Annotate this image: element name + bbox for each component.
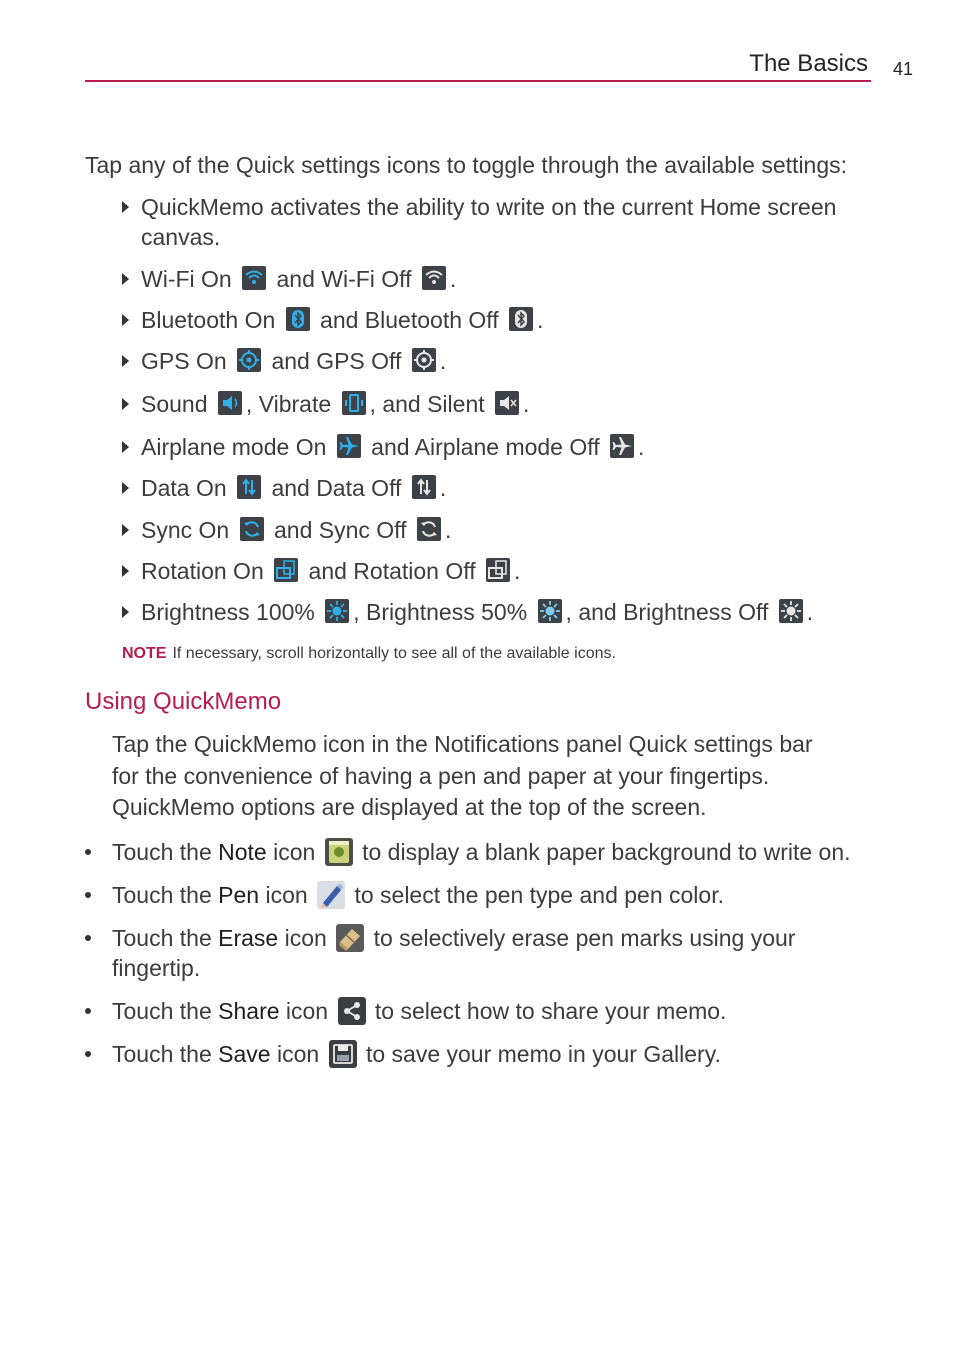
brightness-100-icon — [325, 599, 349, 623]
arrow-bullet-icon — [122, 314, 129, 326]
list-item-data: Data On and Data Off . — [120, 473, 880, 515]
list-item-sound: Sound , Vibrate , and Silent . — [120, 389, 880, 432]
bullet-dot-icon — [85, 1008, 91, 1014]
list-item-erase: Touch the Erase icon to selectively erase pen marks using your fingertip. — [85, 923, 885, 996]
brightness-off-icon — [779, 599, 803, 623]
quickmemo-options-list — [85, 837, 885, 1082]
quickmemo-paragraph: Tap the QuickMemo icon in the Notifications panel Quick settings bar for the convenience of having a pen and paper at your fingertips. QuickMemo options are displayed at the top of the screen. — [112, 731, 813, 820]
rotation-off-icon — [486, 558, 510, 582]
list-item-rotation: Rotation On and Rotation Off . — [120, 556, 880, 597]
arrow-bullet-icon — [122, 201, 129, 213]
silent-icon — [495, 391, 519, 415]
share-icon — [338, 997, 366, 1025]
list-item-save: Touch the Save icon to save your memo in your Gallery. — [85, 1039, 885, 1082]
arrow-bullet-icon — [122, 355, 129, 367]
gps-on-icon — [237, 348, 261, 372]
pen-icon — [317, 881, 345, 909]
sync-off-icon — [417, 517, 441, 541]
list-item-wifi: Wi-Fi On and Wi-Fi Off . — [120, 264, 880, 305]
bullet-dot-icon — [85, 892, 91, 898]
sync-on-icon — [240, 517, 264, 541]
page-number: 41 — [893, 59, 914, 79]
save-icon — [329, 1040, 357, 1068]
wifi-on-icon — [242, 266, 266, 290]
list-item-quickmemo: QuickMemo activates the ability to write on the current Home screen canvas. — [120, 192, 880, 264]
arrow-bullet-icon — [122, 482, 129, 494]
arrow-bullet-icon — [122, 398, 129, 410]
arrow-bullet-icon — [122, 565, 129, 577]
list-item-share: Touch the Share icon to select how to share your memo. — [85, 996, 885, 1039]
header-rule — [85, 80, 871, 82]
rotation-on-icon — [274, 558, 298, 582]
sound-icon — [218, 391, 242, 415]
note-icon — [325, 838, 353, 866]
brightness-50-icon — [538, 599, 562, 623]
arrow-bullet-icon — [122, 441, 129, 453]
bluetooth-off-icon — [509, 307, 533, 331]
arrow-bullet-icon — [122, 606, 129, 618]
intro-text: Tap any of the Quick settings icons to toggle through the available settings: — [85, 152, 848, 178]
list-item-pen: Touch the Pen icon to select the pen type and pen color. — [85, 880, 885, 923]
list-item-note: Touch the Note icon to display a blank paper background to write on. — [85, 837, 885, 880]
bullet-dot-icon — [85, 849, 91, 855]
note-label: NOTE — [122, 645, 167, 662]
gps-off-icon — [412, 348, 436, 372]
arrow-bullet-icon — [122, 273, 129, 285]
bullet-dot-icon — [85, 1051, 91, 1057]
wifi-off-icon — [422, 266, 446, 290]
list-item-brightness: Brightness 100% , Brightness 50% , and Brightness Off . — [120, 597, 880, 638]
list-item-gps: GPS On and GPS Off . — [120, 346, 880, 389]
quick-settings-list — [120, 192, 880, 638]
header-title: The Basics — [749, 50, 868, 77]
section-title: Using QuickMemo — [85, 688, 282, 715]
airplane-off-icon — [610, 434, 634, 458]
airplane-on-icon — [337, 434, 361, 458]
list-item-bluetooth: Bluetooth On and Bluetooth Off . — [120, 305, 880, 346]
eraser-icon — [336, 924, 364, 952]
bullet-dot-icon — [85, 935, 91, 941]
note — [122, 645, 616, 663]
arrow-bullet-icon — [122, 524, 129, 536]
note-text: If necessary, scroll horizontally to see all of the available icons. — [172, 645, 616, 662]
bluetooth-on-icon — [286, 307, 310, 331]
list-item-sync: Sync On and Sync Off . — [120, 515, 880, 556]
data-on-icon — [237, 475, 261, 499]
data-off-icon — [412, 475, 436, 499]
list-item-airplane: Airplane mode On and Airplane mode Off . — [120, 432, 880, 473]
vibrate-icon — [342, 391, 366, 415]
